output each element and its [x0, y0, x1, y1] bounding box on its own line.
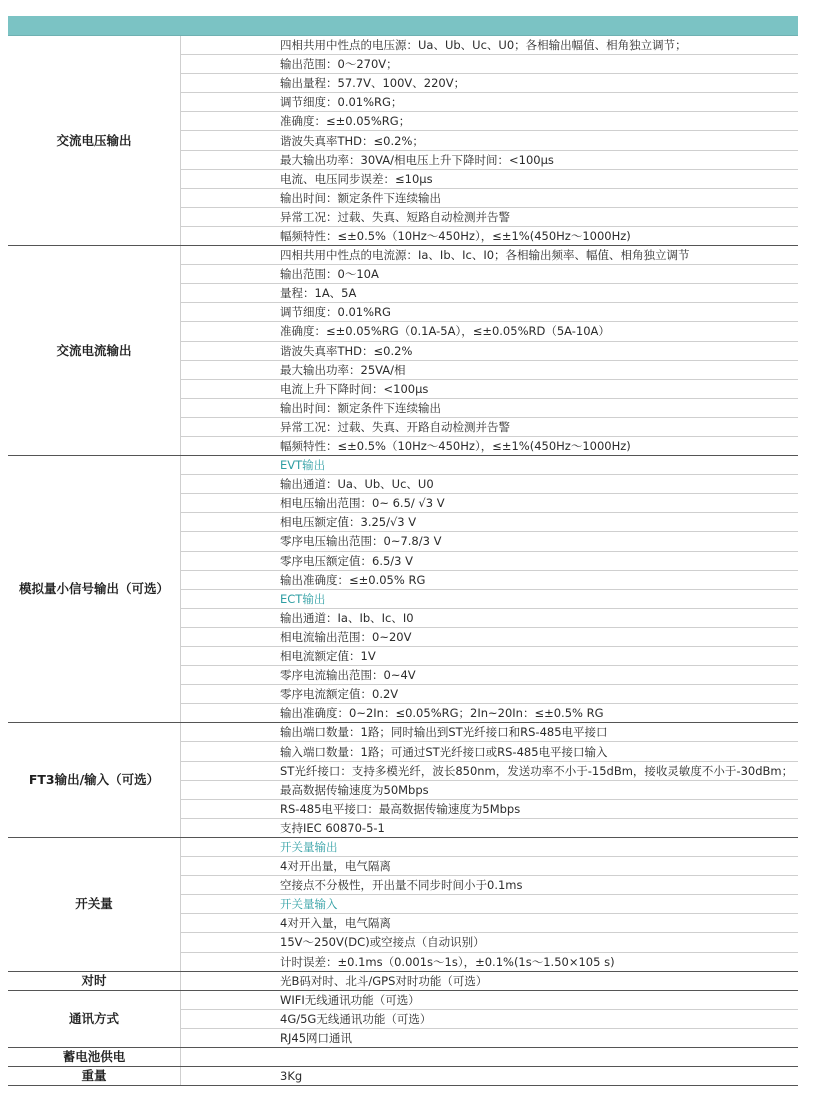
row-spacer	[181, 494, 277, 513]
row-spacer	[181, 112, 277, 131]
row-spacer	[181, 379, 277, 398]
spec-value: 输出范围：0～10A	[276, 265, 798, 284]
row-spacer	[181, 532, 277, 551]
spec-value: 相电流额定值：1V	[276, 647, 798, 666]
row-spacer	[181, 742, 277, 761]
spec-value: 计时误差：±0.1ms（0.001s～1s），±0.1%(1s～1.50×105 s)	[276, 952, 798, 971]
spec-value: 输出量程：57.7V、100V、220V；	[276, 74, 798, 93]
spec-row	[8, 971, 798, 990]
row-spacer	[181, 1009, 277, 1028]
row-spacer	[181, 207, 277, 226]
spec-value: 零序电压额定值：6.5/3 V	[276, 551, 798, 570]
subsection-heading: ECT输出	[276, 589, 798, 608]
spec-value: 最大输出功率：25VA/相	[276, 360, 798, 379]
category-label: 对时	[8, 971, 181, 990]
row-spacer	[181, 971, 277, 990]
spec-row	[8, 837, 798, 856]
row-spacer	[181, 246, 277, 265]
spec-value: 谐波失真率THD：≤0.2%；	[276, 131, 798, 150]
spec-value: 幅频特性：≤±0.5%（10Hz～450Hz），≤±1%(450Hz～1000Hz)	[276, 226, 798, 245]
spec-value: 4G/5G无线通讯功能（可选）	[276, 1009, 798, 1028]
spec-value: 输入端口数量：1路；可通过ST光纤接口或RS-485电平接口输入	[276, 742, 798, 761]
category-label: 开关量	[8, 837, 181, 971]
row-spacer	[181, 857, 277, 876]
row-spacer	[181, 303, 277, 322]
row-spacer	[181, 1028, 277, 1047]
spec-value: 零序电流额定值：0.2V	[276, 685, 798, 704]
spec-value: 输出准确度：0~2In：≤0.05%RG；2In~20In：≤±0.5% RG	[276, 704, 798, 723]
row-spacer	[181, 265, 277, 284]
spec-value	[276, 1047, 798, 1066]
category-label: 重量	[8, 1067, 181, 1086]
row-spacer	[181, 188, 277, 207]
spec-value: 调节细度：0.01%RG	[276, 303, 798, 322]
row-spacer	[181, 933, 277, 952]
category-label: 蓄电池供电	[8, 1047, 181, 1066]
row-spacer	[181, 36, 277, 55]
spec-value: 电流、电压同步误差：≤10μs	[276, 169, 798, 188]
row-spacer	[181, 475, 277, 494]
spec-value: ST光纤接口：支持多模光纤，波长850nm，发送功率不小于-15dBm，接收灵敏度不小于-30dBm；	[276, 761, 798, 780]
category-label: 交流电流输出	[8, 246, 181, 456]
row-spacer	[181, 322, 277, 341]
row-spacer	[181, 895, 277, 914]
row-spacer	[181, 990, 277, 1009]
subsection-heading: 开关量输入	[276, 895, 798, 914]
row-spacer	[181, 914, 277, 933]
row-spacer	[181, 226, 277, 245]
spec-table	[8, 36, 798, 1086]
spec-value: 4对开入量，电气隔离	[276, 914, 798, 933]
spec-row	[8, 456, 798, 475]
spec-value: 准确度：≤±0.05%RG；	[276, 112, 798, 131]
spec-value: 最高数据传输速度为50Mbps	[276, 780, 798, 799]
row-spacer	[181, 780, 277, 799]
row-spacer	[181, 169, 277, 188]
spec-value: WIFI无线通讯功能（可选）	[276, 990, 798, 1009]
spec-value: 输出时间：额定条件下连续输出	[276, 398, 798, 417]
row-spacer	[181, 761, 277, 780]
spec-value: 电流上升下降时间：<100μs	[276, 379, 798, 398]
spec-value: 谐波失真率THD：≤0.2%	[276, 341, 798, 360]
spec-value: 四相共用中性点的电流源：Ia、Ib、Ic、I0；各相输出频率、幅值、相角独立调节	[276, 246, 798, 265]
row-spacer	[181, 131, 277, 150]
row-spacer	[181, 284, 277, 303]
row-spacer	[181, 398, 277, 417]
category-label: FT3输出/输入（可选）	[8, 723, 181, 838]
category-label: 通讯方式	[8, 990, 181, 1047]
row-spacer	[181, 570, 277, 589]
row-spacer	[181, 360, 277, 379]
spec-value: 最大输出功率：30VA/相电压上升下降时间：<100μs	[276, 150, 798, 169]
row-spacer	[181, 417, 277, 436]
spec-value: 支持IEC 60870-5-1	[276, 818, 798, 837]
row-spacer	[181, 666, 277, 685]
spec-value: 相电流输出范围：0~20V	[276, 627, 798, 646]
spec-value: 输出范围：0～270V；	[276, 55, 798, 74]
row-spacer	[181, 150, 277, 169]
row-spacer	[181, 837, 277, 856]
subsection-heading: 开关量输出	[276, 837, 798, 856]
spec-value: RJ45网口通讯	[276, 1028, 798, 1047]
row-spacer	[181, 704, 277, 723]
spec-row	[8, 723, 798, 742]
spec-value: 输出通道：Ia、Ib、Ic、I0	[276, 608, 798, 627]
spec-value: 输出端口数量：1路；同时输出到ST光纤接口和RS-485电平接口	[276, 723, 798, 742]
spec-value: 量程：1A、5A	[276, 284, 798, 303]
row-spacer	[181, 723, 277, 742]
row-spacer	[181, 608, 277, 627]
spec-value: 输出准确度：≤±0.05% RG	[276, 570, 798, 589]
subsection-heading: EVT输出	[276, 456, 798, 475]
spec-value: 准确度：≤±0.05%RG（0.1A-5A），≤±0.05%RD（5A-10A）	[276, 322, 798, 341]
row-spacer	[181, 551, 277, 570]
spec-value: 相电压额定值：3.25/√3 V	[276, 513, 798, 532]
spec-row	[8, 246, 798, 265]
row-spacer	[181, 952, 277, 971]
row-spacer	[181, 513, 277, 532]
row-spacer	[181, 1047, 277, 1066]
spec-value: 相电压输出范围：0~ 6.5/ √3 V	[276, 494, 798, 513]
spec-table-body	[8, 36, 798, 1086]
row-spacer	[181, 55, 277, 74]
row-spacer	[181, 341, 277, 360]
table-header-bar	[8, 16, 798, 36]
spec-value: 幅频特性：≤±0.5%（10Hz～450Hz），≤±1%(450Hz～1000Hz)	[276, 436, 798, 455]
spec-value: 光B码对时、北斗/GPS对时功能（可选）	[276, 971, 798, 990]
spec-value: 4对开出量，电气隔离	[276, 857, 798, 876]
row-spacer	[181, 74, 277, 93]
row-spacer	[181, 876, 277, 895]
row-spacer	[181, 436, 277, 455]
spec-row	[8, 1047, 798, 1066]
row-spacer	[181, 818, 277, 837]
spec-value: 异常工况：过载、失真、开路自动检测并告警	[276, 417, 798, 436]
row-spacer	[181, 627, 277, 646]
row-spacer	[181, 93, 277, 112]
row-spacer	[181, 456, 277, 475]
spec-value: RS-485电平接口：最高数据传输速度为5Mbps	[276, 799, 798, 818]
row-spacer	[181, 589, 277, 608]
spec-row	[8, 1067, 798, 1086]
spec-value: 异常工况：过载、失真、短路自动检测并告警	[276, 207, 798, 226]
spec-row	[8, 990, 798, 1009]
spec-value: 输出时间：额定条件下连续输出	[276, 188, 798, 207]
row-spacer	[181, 1067, 277, 1086]
row-spacer	[181, 685, 277, 704]
spec-value: 零序电流输出范围：0~4V	[276, 666, 798, 685]
row-spacer	[181, 647, 277, 666]
spec-value: 零序电压输出范围：0~7.8/3 V	[276, 532, 798, 551]
spec-value: 空接点不分极性，开出量不同步时间小于0.1ms	[276, 876, 798, 895]
spec-value: 四相共用中性点的电压源：Ua、Ub、Uc、U0；各相输出幅值、相角独立调节；	[276, 36, 798, 55]
row-spacer	[181, 799, 277, 818]
category-label: 模拟量小信号输出（可选）	[8, 456, 181, 723]
spec-value: 调节细度：0.01%RG；	[276, 93, 798, 112]
spec-value: 输出通道：Ua、Ub、Uc、U0	[276, 475, 798, 494]
category-label: 交流电压输出	[8, 36, 181, 246]
spec-value: 3Kg	[276, 1067, 798, 1086]
spec-row	[8, 36, 798, 55]
spec-value: 15V～250V(DC)或空接点（自动识别）	[276, 933, 798, 952]
